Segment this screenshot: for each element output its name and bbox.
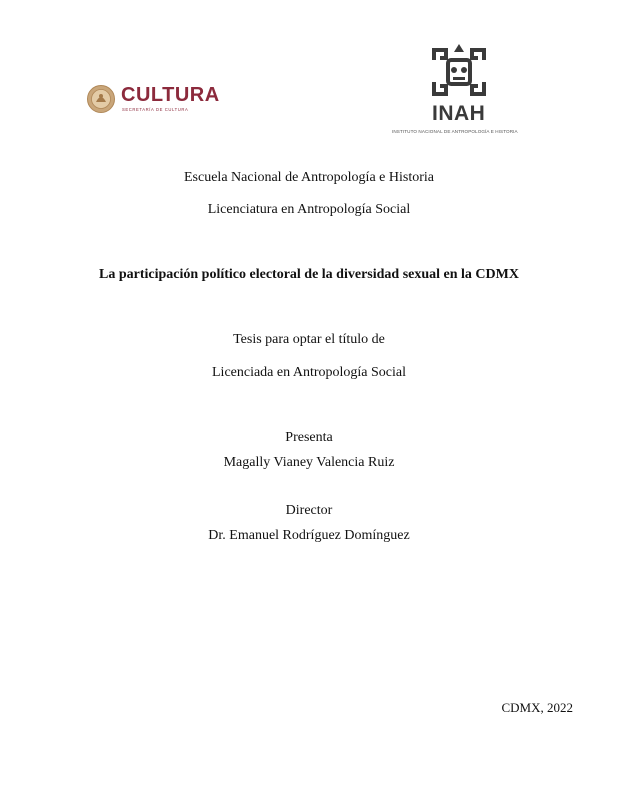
presenter-name: Magally Vianey Valencia Ruiz — [223, 455, 395, 470]
degree-line-1: Tesis para optar el título de — [233, 332, 385, 347]
inah-glyph-icon — [426, 42, 492, 102]
program-name: Licenciatura en Antropología Social — [207, 202, 411, 217]
inah-logo — [392, 42, 528, 140]
cultura-logo — [86, 84, 236, 116]
presenter-label: Presenta — [285, 430, 333, 445]
school-name: Escuela Nacional de Antropología e Historia — [184, 170, 434, 185]
mexico-coat-of-arms-icon — [86, 84, 116, 114]
inah-logo-subtitle: INSTITUTO NACIONAL DE ANTROPOLOGÍA E HISTORIA — [392, 129, 518, 134]
director-name: Dr. Emanuel Rodríguez Domínguez — [208, 528, 410, 543]
thesis-title: La participación político electoral de la diversidad sexual en la CDMX — [99, 267, 519, 282]
place-date: CDMX, 2022 — [501, 700, 573, 715]
degree-line-2: Licenciada en Antropología Social — [212, 365, 406, 380]
director-label: Director — [285, 503, 333, 518]
cultura-logo-subtitle: SECRETARÍA DE CULTURA — [122, 107, 189, 112]
cultura-logo-name: CULTURA — [121, 84, 220, 106]
inah-logo-name: INAH — [432, 102, 486, 125]
